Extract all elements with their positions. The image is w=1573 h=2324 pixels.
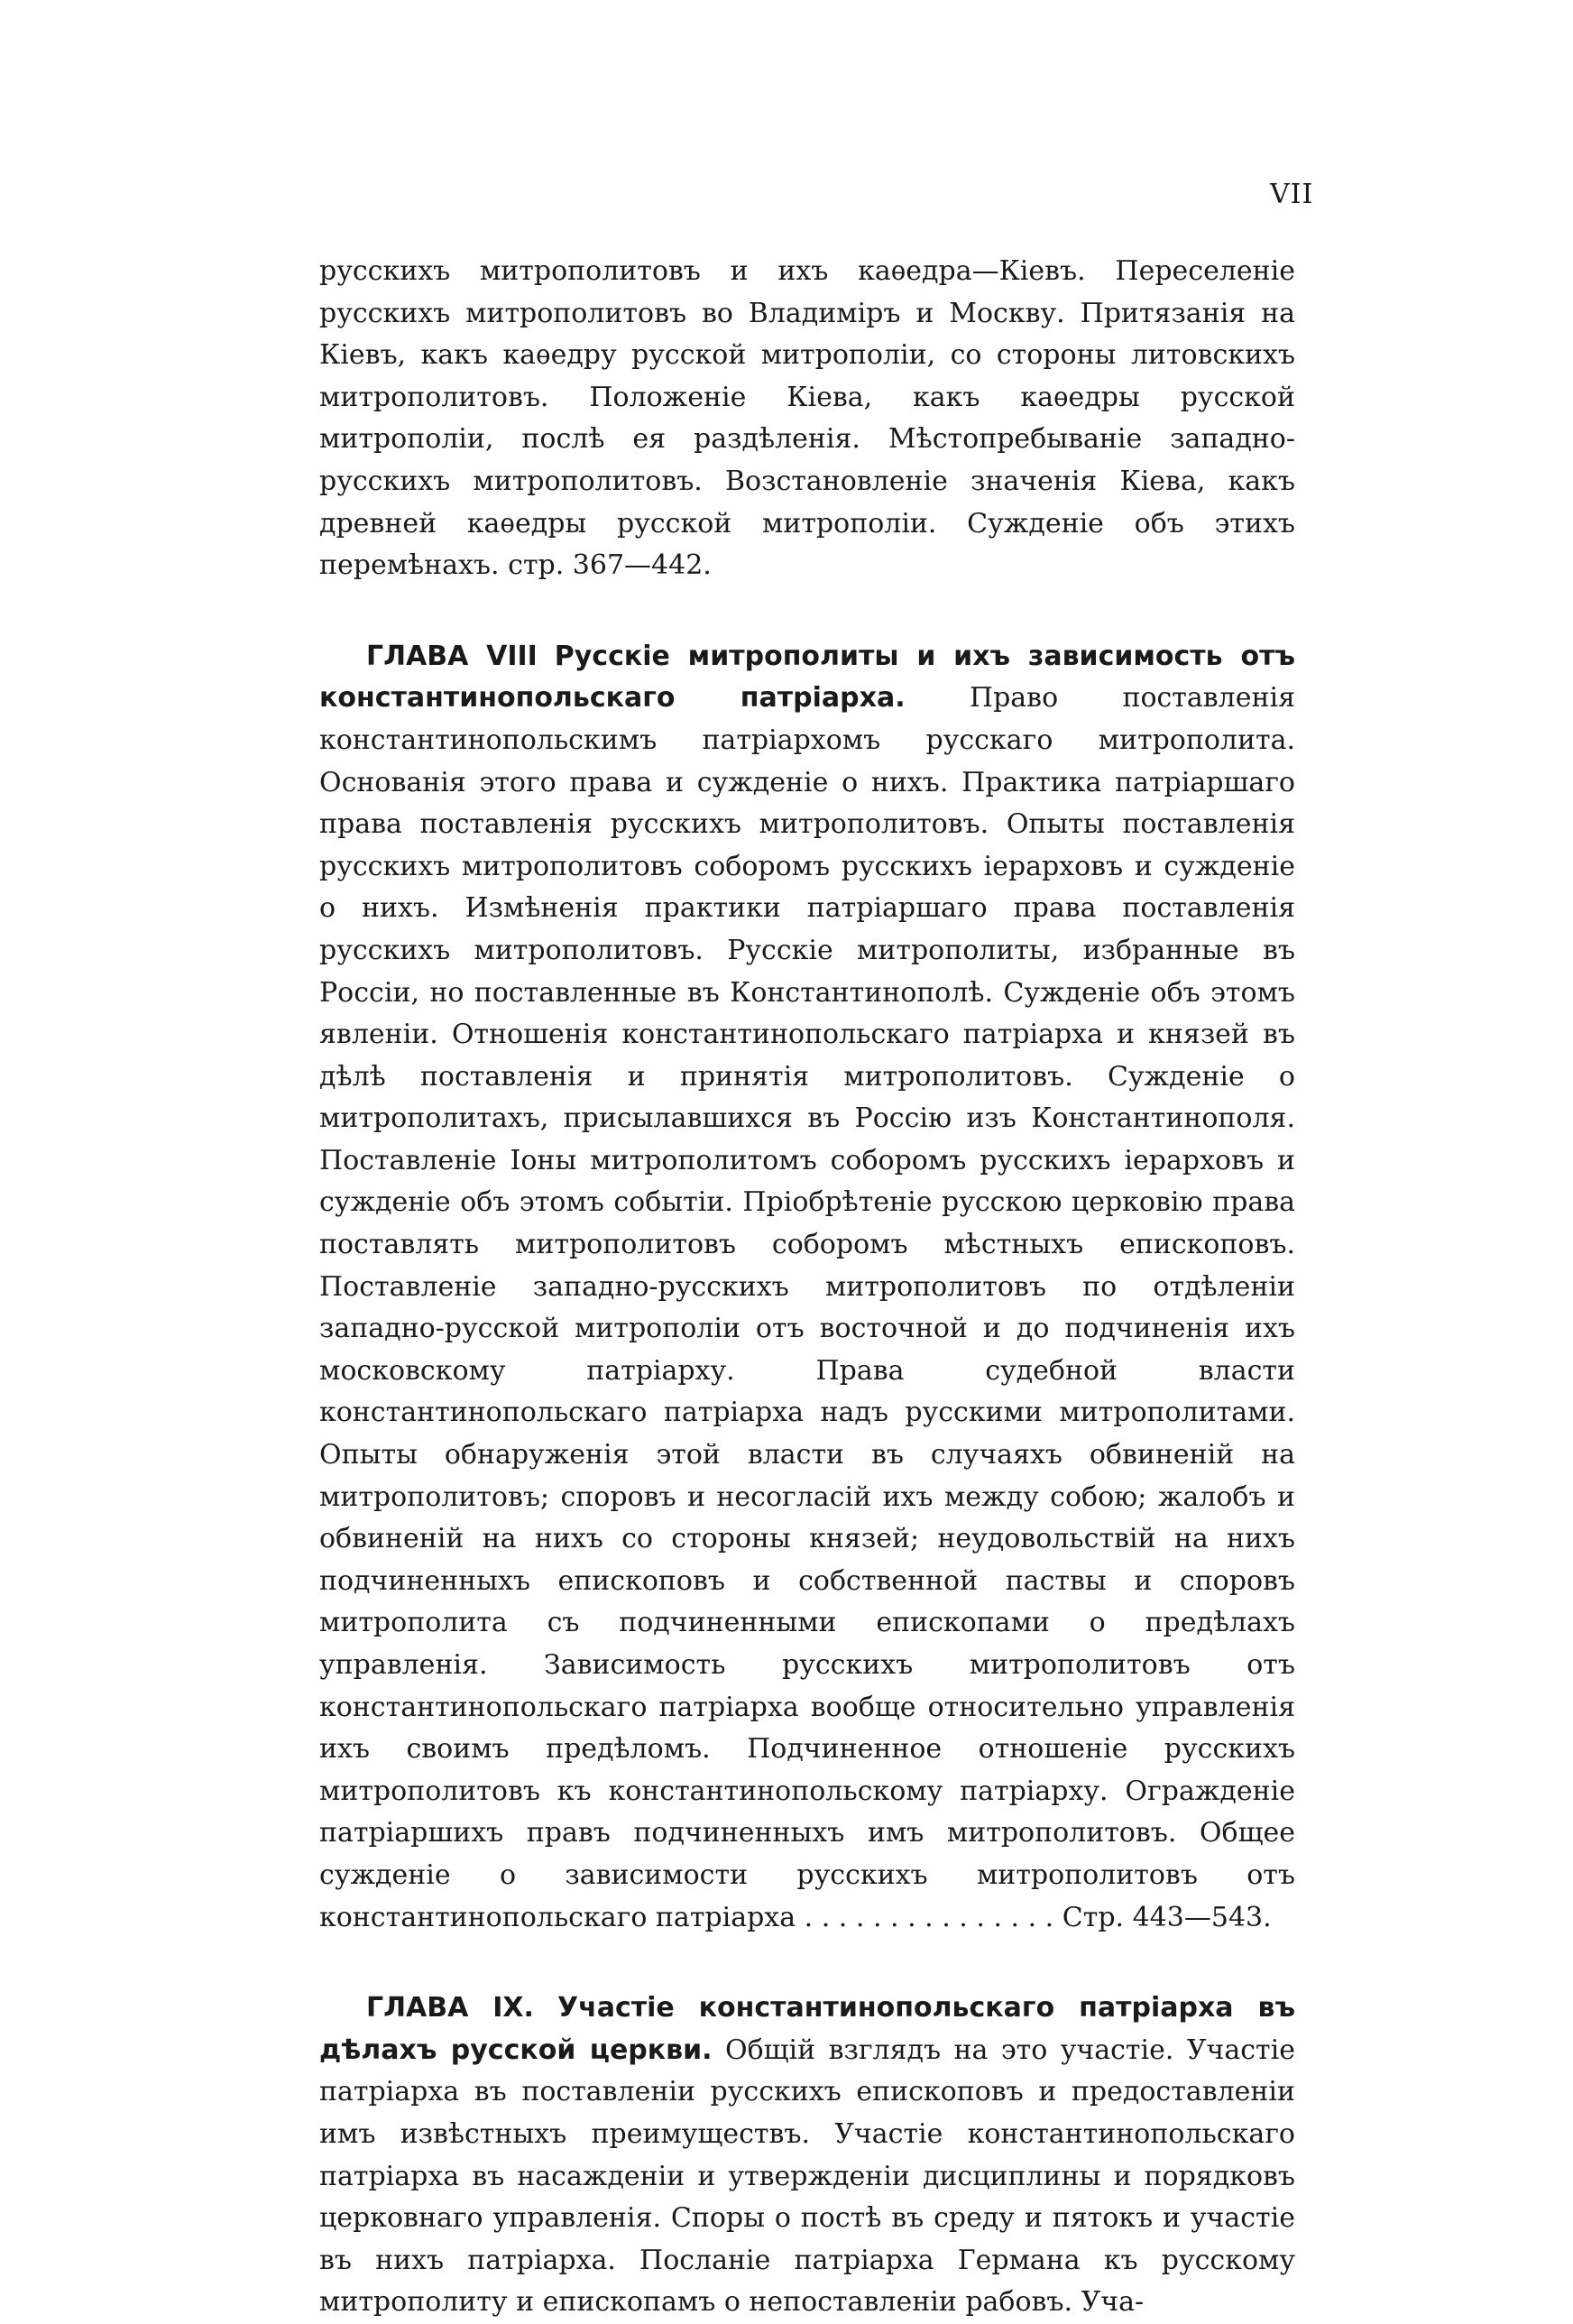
paragraph-chapter-9: [319, 1987, 1295, 2324]
intro-page-ref: стр. 367—442.: [508, 549, 712, 582]
chapter-8-leader: . . . . . . . . . . . . . . .: [804, 1901, 1054, 1933]
paragraph-chapter-8: [319, 636, 1295, 1939]
chapter-8-heading: ГЛАВА VIII: [366, 640, 538, 672]
paragraph-intro: [319, 251, 1295, 587]
chapter-9-title: Участіе константинопольскаго патріарха въ дѣлахъ русской церкви.: [319, 1992, 1295, 2066]
chapter-8-title: Русскіе митрополиты и ихъ зависимость отъ константинопольскаго патріарха.: [319, 640, 1296, 715]
page-body: [319, 251, 1295, 2324]
chapter-8-text: Право поставленія константинопольскимъ патріархомъ русскаго митрополита. Основанія этого права и сужденіе о нихъ. Практика патріаршаго права поставленія русскихъ митрополитовъ. Опыты поставленія русскихъ митрополитовъ соборомъ русскихъ іерарховъ и сужденіе о нихъ. Измѣненія практики патріаршаго права поставленія русскихъ митрополитовъ. Русскіе митрополиты, избранные въ Россіи, но поставленные въ Константинополѣ. Сужденіе объ этомъ явленіи. Отношенія константинопольскаго патріарха и князей въ дѣлѣ поставленія и принятія митрополитовъ. Сужденіе о митрополитахъ, присылавшихся въ Россію изъ Константинополя. Поставленіе Іоны митрополитомъ соборомъ русскихъ іерарховъ и сужденіе объ этомъ событіи. Пріобрѣтеніе русскою церковію права поставлять митрополитовъ соборомъ мѣстныхъ епископовъ. Поставленіе западно-русскихъ митрополитовъ по отдѣленіи западно-русской митрополіи отъ восточной и до подчиненія ихъ московскому патріарху. Права судебной власти константинопольскаго патріарха надъ русскими митрополитами. Опыты обнаруженія этой власти въ случаяхъ обвиненій на митрополитовъ; споровъ и несогласій ихъ между собою; жалобъ и обвиненій на нихъ со стороны князей; неудовольствій на нихъ подчиненныхъ епископовъ и собственной паствы и споровъ митрополита съ подчиненными епископами о предѣлахъ управленія. Зависимость русскихъ митрополитовъ отъ константинопольскаго патріарха вообще относительно управленія ихъ своимъ предѣломъ. Подчиненное отношеніе русскихъ митрополитовъ къ константинопольскому патріарху. Огражденіе патріаршихъ правъ подчиненныхъ имъ митрополитовъ. Общее сужденіе о зависимости русскихъ митрополитовъ отъ константинопольскаго патріарха: [319, 682, 1295, 1933]
chapter-9-text: Общій взглядъ на это участіе. Участіе патріарха въ поставленіи русскихъ епископовъ и предоставленіи имъ извѣстныхъ преимуществъ. Участіе константинопольскаго патріарха въ насажденіи и утвержденіи дисциплины и порядковъ церковнаго управленія. Споры о постѣ въ среду и пятокъ и участіе въ нихъ патріарха. Посланіе патріарха Германа къ русскому митрополиту и епископамъ о непоставленіи рабовъ. Уча-: [319, 2034, 1295, 2319]
chapter-8-page-ref: Стр. 443—543.: [1062, 1901, 1272, 1933]
page-number: VII: [1270, 179, 1314, 210]
intro-text: русскихъ митрополитовъ и ихъ каѳедра—Кіевъ. Переселеніе русскихъ митрополитовъ во Владиміръ и Москву. Притязанія на Кіевъ, какъ каѳедру русской митрополіи, со стороны литовскихъ митрополитовъ. Положеніе Кіева, какъ каѳедры русской митрополіи, послѣ ея раздѣленія. Мѣстопребываніе западно-русскихъ митрополитовъ. Возстановленіе значенія Кіева, какъ древней каѳедры русской митрополіи. Сужденіе объ этихъ перемѣнахъ.: [319, 255, 1295, 582]
chapter-9-heading: ГЛАВА IX.: [366, 1992, 534, 2024]
